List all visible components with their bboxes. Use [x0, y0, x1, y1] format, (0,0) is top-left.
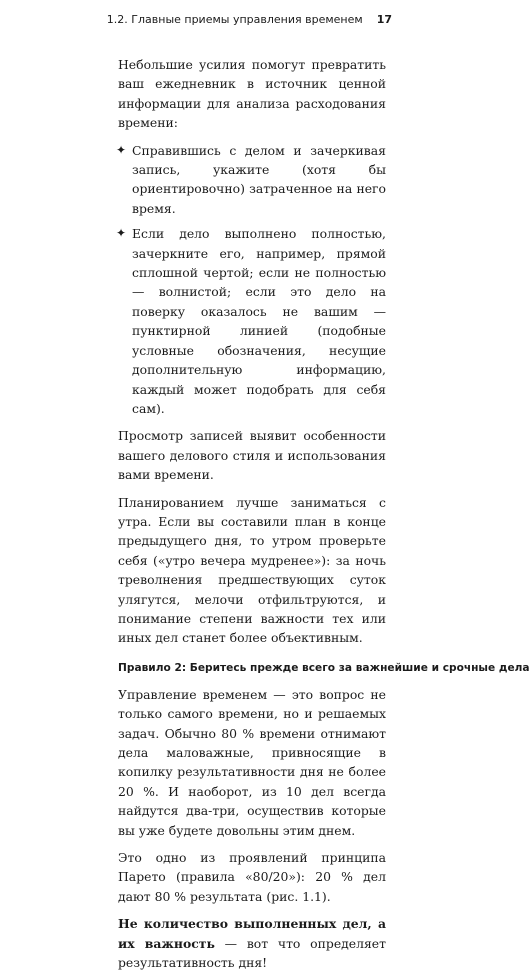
- paragraph-intro: Небольшие усилия помогут превратить ваш ежедневник в источник ценной информации для анализа расходования времени:: [118, 57, 386, 131]
- list-item: [118, 224, 386, 418]
- rule-heading: Правило 2: Беритесь прежде всего за важнейшие и срочные дела: [118, 661, 530, 674]
- paragraph-conclusion: [118, 914, 386, 972]
- page-number: 17: [376, 13, 392, 26]
- four-point-star-icon: ✦: [116, 142, 127, 157]
- paragraph-review: Просмотр записей выявит особенности вашего делового стиля и использования вами времени.: [118, 428, 386, 483]
- paragraph-pareto: Это одно из проявлений принципа Парето (правила «80/20»): 20 % дел дают 80 % результата (рис. 1.1).: [118, 850, 386, 904]
- bullet-list: [118, 141, 386, 419]
- running-header: [107, 12, 392, 28]
- list-item-text: Справившись с делом и зачеркивая запись, укажите (хотя бы ориентировочно) затраченное на него время.: [132, 142, 386, 216]
- list-item-text: Если дело выполнено полностью, зачеркните его, например, прямой сплошной чертой; если не полностью — волнистой; если это дело на поверку оказалось не вашим — пунктирной линией (подобные условные обозначения, несущие дополнительную информацию, каждый может подобрать для себя сам).: [132, 226, 386, 416]
- four-point-star-icon: ✦: [116, 226, 127, 241]
- paragraph-planning: Планированием лучше заниматься с утра. Если вы составили план в конце предыдущего дня, то утром проверьте себя («утро вечера мудренее»): за ночь треволнения предшествующих суток улягутся, мелочи отфильтруются, и понимание степени важности тех или иных дел станет более объективным.: [118, 494, 386, 646]
- section-title: 1.2. Главные приемы управления временем: [106, 13, 363, 26]
- page-body: [116, 55, 530, 980]
- paragraph-management: Управление временем — это вопрос не только самого времени, но и решаемых задач. Обычно 80 % времени отнимают дела маловажные, привносящие в копилку результативности дня не более 20 %. И наоборот, из 10 дел всегда найдутся два-три, осуществив которые вы уже будете довольны этим днем.: [118, 686, 386, 838]
- emphasis-text: Не количество выполненных дел, а их важность: [118, 916, 386, 951]
- conclusion-text: — вот что определяет результативность дня!: [118, 935, 386, 971]
- list-item: [118, 141, 386, 219]
